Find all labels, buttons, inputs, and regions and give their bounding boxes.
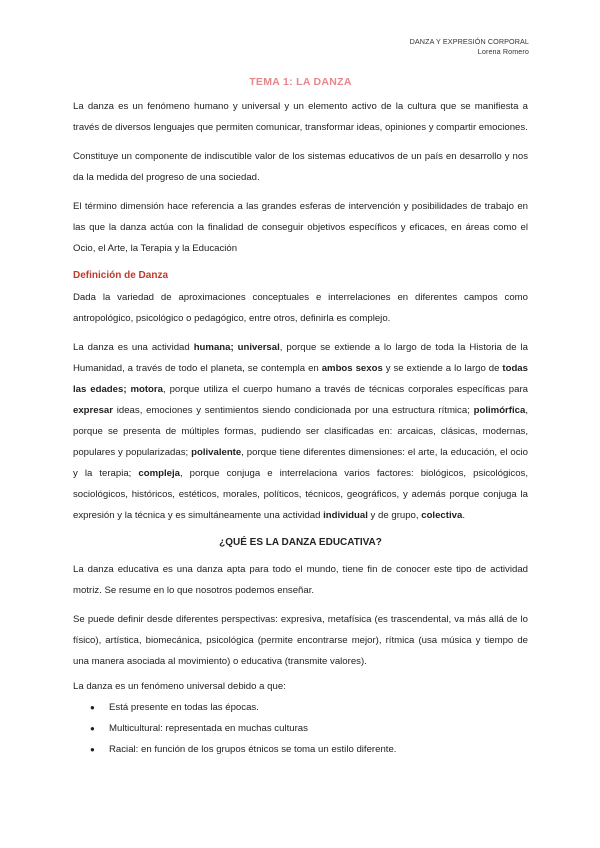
universal-reasons-list [73,697,528,760]
document-title: TEMA 1: LA DANZA [249,76,352,88]
header-author: Lorena Romero [477,47,529,56]
intro-paragraph-2: Constituye un componente de indiscutible valor de los sistemas educativos de un país en desarrollo y nos da la medida del progreso de una sociedad. [73,151,528,183]
header-course: DANZA Y EXPRESIÓN CORPORAL [409,37,529,46]
bullet-icon: ● [90,703,95,712]
list-item: ● Multicultural: representada en muchas culturas [73,718,528,739]
list-item: ● Está presente en todas las épocas. [73,697,528,718]
list-intro: La danza es un fenómeno universal debido a que: [73,681,286,692]
educativa-paragraph-2: Se puede definir desde diferentes perspectivas: expresiva, metafísica (es trascendental, va más allá de lo físico), artística, biomecánica, psicológica (permite encontrarse mejor), rítmica (usa música y tiempo de una manera asociada al movimiento) o educativa (transmite valores). [73,614,528,667]
definition-paragraph-2: La danza es una actividad humana; universal, porque se extiende a lo largo de toda la Historia de la Humanidad, a través de todo el planeta, se contempla en ambos sexos y se extiende a lo largo de todas las edades; motora, porque utiliza el cuerpo humano a través de técnicas corporales específicas para expresar ideas, emociones y sentimientos siendo condicionada por una estructura rítmica; polimórfica, porque se presenta de múltiples formas, pudiendo ser clasificadas en: arcaicas, clásicas, modernas, populares y popularizadas; polivalente, porque tiene diferentes dimensiones: el arte, la educación, el ocio y la terapia; compleja, porque conjuga e interrelaciona varios factores: biológicos, psicológicos, sociológicos, históricos, estéticos, morales, políticos, técnicos, geográficos, y además porque conjuga la expresión y la técnica y es simultáneamente una actividad individual y de grupo, colectiva. [73,342,528,521]
bullet-icon: ● [90,724,95,733]
bullet-icon: ● [90,745,95,754]
intro-paragraph-3: El término dimensión hace referencia a las grandes esferas de intervención y posibilidades de trabajo en las que la danza actúa con la finalidad de conseguir objetivos específicos y eficaces, en áreas como el Ocio, el Arte, la Terapia y la Educación [73,201,528,254]
list-item: ● Racial: en función de los grupos étnicos se toma un estilo diferente. [73,739,528,760]
intro-paragraph-1: La danza es un fenómeno humano y universal y un elemento activo de la cultura que se manifiesta a través de diversos lenguajes que permiten comunicar, transformar ideas, opiniones y compartir emociones. [73,101,528,133]
page-header [410,37,529,57]
document-body [73,76,528,760]
educativa-paragraph-1: La danza educativa es una danza apta para todo el mundo, tiene fin de conocer este tipo de actividad motriz. Se resume en lo que nosotros podemos enseñar. [73,564,528,596]
definition-heading: Definición de Danza [73,270,169,281]
definition-paragraph-1: Dada la variedad de aproximaciones conceptuales e interrelaciones en diferentes campos como antropológico, psicológico o pedagógico, entre otros, definirla es complejo. [73,292,528,324]
educativa-heading: ¿QUÉ ES LA DANZA EDUCATIVA? [219,537,382,548]
